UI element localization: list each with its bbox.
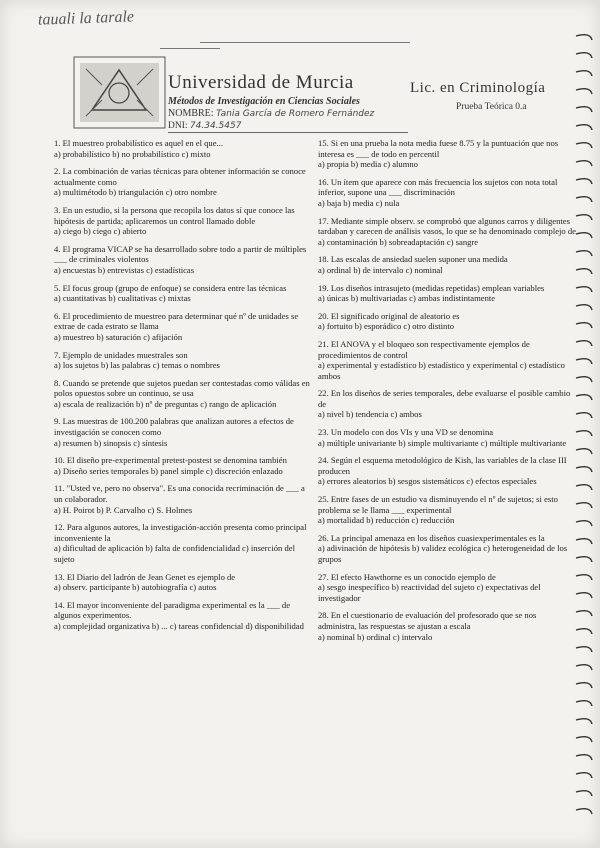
- question-item: 4. El programa VICAP se ha desarrollado sobre todo a partir de múltiples ___ de criminales violentos a) encuestas b) entrevistas c) estadísticas: [54, 243, 307, 275]
- spiral-binding-icon: [572, 30, 596, 830]
- question-item: 8. Cuando se pretende que sujetos puedan ser contestadas como válidas en polos opuestos sobre un continuo, se usa a) escala de realización b) nº de preguntas c) rango de aplicación: [54, 377, 310, 409]
- university-crest-icon: [72, 55, 167, 130]
- question-item: 15. Si en una prueba la nota media fuese 8.75 y la puntuación que nos interesa es ___ de todo en percentil a) propia b) media c) alumno: [318, 138, 559, 170]
- course-title: Lic. en Criminología: [410, 80, 546, 96]
- nombre-value: Tania García de Romero Fernández: [216, 109, 375, 119]
- handwritten-note: tauali la tarale: [37, 8, 135, 29]
- question-item: 23. Un modelo con dos VIs y una VD se denomina a) múltiple univariante b) simple multivariante c) múltiple multivariante: [318, 427, 567, 448]
- questions-left-column: [54, 138, 312, 639]
- question-item: 10. El diseño pre-experimental pretest-postest se denomina también a) Diseño series temporales b) panel simple c) discreción enlazado: [54, 455, 287, 476]
- question-item: 11. "Usted ve, pero no observa". Es una conocida recriminación de ___ a un colaborador. a) H. Poirot b) P. Carvalho c) S. Holmes: [54, 483, 305, 515]
- question-item: 6. El procedimiento de muestreo para determinar qué nº de unidades se extrae de cada estrato se llama a) muestreo b) saturación c) afijación: [54, 310, 299, 342]
- question-item: 18. Las escalas de ansiedad suelen suponer una medida a) ordinal b) de intervalo c) nominal: [318, 254, 508, 275]
- question-item: 5. El focus group (grupo de enfoque) se considera entre las técnicas a) cuantitativas b) cualitativas c) mixtas: [54, 282, 287, 304]
- question-item: 13. El Diario del ladrón de Jean Genet es ejemplo de a) observ. participante b) autobiografía c) autos: [54, 571, 236, 593]
- nombre-label: NOMBRE:: [168, 108, 214, 119]
- dni-label: DNI:: [168, 121, 188, 131]
- question-item: 27. El efecto Hawthorne es un conocido ejemplo de a) sesgo inespecífico b) reactividad del sujeto c) expectativas del investigador: [318, 571, 541, 603]
- question-item: 26. La principal amenaza en los diseños cuasiexperimentales es la a) adivinación de hipótesis b) validez ecológica c) heterogeneidad de los grupos: [318, 532, 568, 564]
- question-item: 3. En un estudio, si la persona que recopila los datos sí que conoce las hipótesis de partida; aplicaremos un control llamado doble a) ciego b) ciego c) abierto: [54, 204, 295, 237]
- question-item: 24. Según el esquema metodológico de Kish, las variables de la clase III producen a) errores aleatorios b) sesgos sistemáticos c) efectos especiales: [318, 455, 567, 487]
- question-item: 25. Entre fases de un estudio va disminuyendo el nº de sujetos; si esto problema se le llama ___ experimental a) mortalidad b) reducción c) reducción: [318, 494, 558, 526]
- question-item: 21. El ANOVA y el bloqueo son respectivamente ejemplos de procedimientos de control a) experimental y estadístico b) estadístico y experimental c) estadístico ambos: [318, 338, 565, 381]
- question-item: 12. Para algunos autores, la investigación-acción presenta como principal inconveniente la a) dificultad de aplicación b) falta de confidencialidad c) inserción del sujeto: [54, 522, 307, 564]
- header-divider: [168, 132, 408, 133]
- question-item: 19. Los diseños intrasujeto (medidas repetidas) emplean variables a) únicas b) multivariadas c) ambas indistintamente: [318, 282, 545, 304]
- question-item: 16. Un ítem que aparece con más frecuencia los sujetos con nota total inferior, supone una ___ discriminación a) baja b) media c) nula: [318, 176, 558, 208]
- student-name-row: [168, 108, 374, 119]
- question-item: 9. Las muestras de 100.200 palabras que analizan autores a efectos de investigación se conocen como a) resumen b) sinopsis c) síntesis: [54, 416, 294, 448]
- question-item: 28. En el cuestionario de evaluación del profesorado que se nos administra, las respuestas se ajustan a escala a) nominal b) ordinal c) intervalo: [318, 610, 537, 642]
- question-item: 20. El significado original de aleatorio es a) fortuito b) esporádico c) otro distinto: [318, 310, 460, 332]
- name-line: [200, 42, 410, 43]
- name-line-short: [160, 48, 220, 49]
- questions-right-column: [318, 138, 576, 649]
- subject-title: Métodos de Investigación en Ciencias Sociales: [168, 96, 360, 107]
- university-name: Universidad de Murcia: [168, 72, 354, 93]
- question-item: 14. El mayor inconveniente del paradigma experimental es la ___ de algunos experimentos. a) complejidad organizativa b) ... c) tareas confidencial d) disponibilidad: [54, 599, 304, 631]
- student-id-row: [168, 121, 241, 131]
- question-item: 1. El muestreo probabilístico es aquel en el que... a) probabilístico b) no probabilístico c) mixto: [54, 138, 223, 159]
- question-item: 7. Ejemplo de unidades muestrales son a) los sujetos b) las palabras c) temas o nombres: [54, 349, 220, 371]
- test-label: Prueba Teórica 0.a: [456, 102, 527, 112]
- question-item: 17. Mediante simple observ. se comprobó que algunos carros y diligentes tardaban y carecen de análisis vasos, lo que se ha denominado complejo de a) contaminación b) sobreadaptación c) sangre: [318, 215, 576, 247]
- question-item: 22. En los diseños de series temporales, debe evaluarse el posible cambio de a) nivel b) tendencia c) ambos: [318, 388, 571, 420]
- question-item: 2. La combinación de varias técnicas para obtener información se conoce actualmente como a) multimétodo b) triangulación c) otro nombre: [54, 166, 306, 198]
- dni-value: 74.34.5457: [189, 121, 242, 131]
